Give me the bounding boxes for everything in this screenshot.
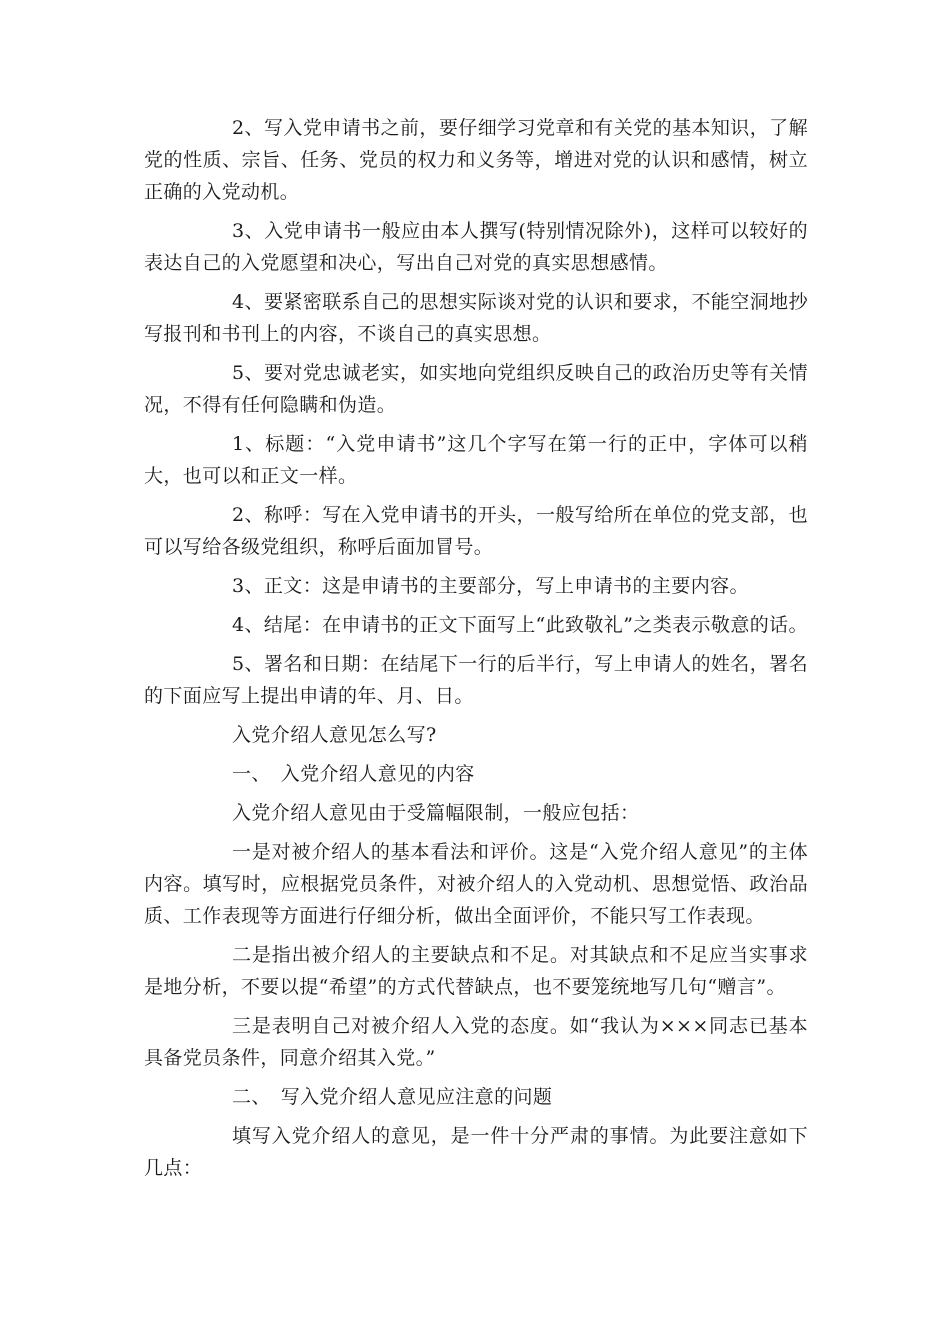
paragraph: 5、要对党忠诚老实，如实地向党组织反映自己的政治历史等有关情况，不得有任何隐瞒和伪造。 xyxy=(144,362,808,416)
paragraph: 填写入党介绍人的意见，是一件十分严肃的事情。为此要注意如下几点： xyxy=(144,1125,808,1179)
paragraph: 三是表明自己对被介绍人入党的态度。如“我认为×××同志已基本具备党员条件，同意介绍其入党。” xyxy=(144,1015,808,1069)
section-question: 入党介绍人意见怎么写? xyxy=(232,724,437,746)
paragraph: 二是指出被介绍人的主要缺点和不足。对其缺点和不足应当实事求是地分析，不要以提“希望”的方式代替缺点，也不要笼统地写几句“赠言”。 xyxy=(144,944,808,998)
paragraph: 入党介绍人意见由于受篇幅限制，一般应包括： xyxy=(232,802,640,824)
paragraph: 2、称呼：写在入党申请书的开头，一般写给所在单位的党支部，也可以写给各级党组织，称呼后面加冒号。 xyxy=(144,504,808,558)
paragraph: 5、署名和日期：在结尾下一行的后半行，写上申请人的姓名，署名的下面应写上提出申请的年、月、日。 xyxy=(144,653,808,707)
paragraph: 1、标题：“入党申请书”这几个字写在第一行的正中，字体可以稍大，也可以和正文一样。 xyxy=(144,433,808,487)
document-body xyxy=(144,112,808,1191)
paragraph: 2、写入党申请书之前，要仔细学习党章和有关党的基本知识，了解党的性质、宗旨、任务、党员的权力和义务等，增进对党的认识和感情，树立正确的入党动机。 xyxy=(144,117,808,203)
paragraph: 4、结尾：在申请书的正文下面写上“此致敬礼”之类表示敬意的话。 xyxy=(232,614,808,636)
paragraph: 3、正文：这是申请书的主要部分，写上申请书的主要内容。 xyxy=(232,575,749,597)
paragraph: 一是对被介绍人的基本看法和评价。这是“入党介绍人意见”的主体内容。填写时，应根据党员条件，对被介绍人的入党动机、思想觉悟、政治品质、工作表现等方面进行仔细分析，做出全面评价，不能只写工作表现。 xyxy=(144,841,808,927)
paragraph: 4、要紧密联系自己的思想实际谈对党的认识和要求，不能空洞地抄写报刊和书刊上的内容，不谈自己的真实思想。 xyxy=(144,291,808,345)
paragraph: 3、入党申请书一般应由本人撰写(特别情况除外)，这样可以较好的表达自己的入党愿望和决心，写出自己对党的真实思想感情。 xyxy=(144,220,808,274)
section-heading: 二、 写入党介绍人意见应注意的问题 xyxy=(232,1086,553,1108)
section-heading: 一、 入党介绍人意见的内容 xyxy=(232,763,475,785)
